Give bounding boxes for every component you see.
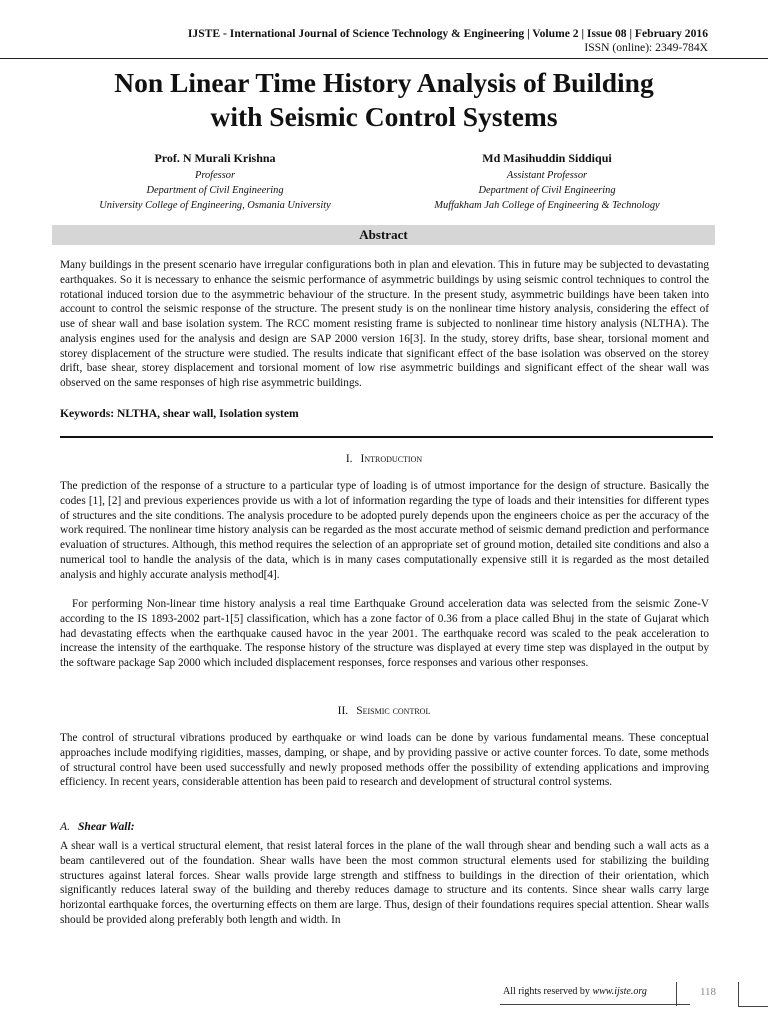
author-role: Professor bbox=[194, 170, 236, 181]
footer-site-link[interactable]: www.ijste.org bbox=[592, 986, 647, 997]
intro-paragraph-1: The prediction of the response of a structure to a particular type of loading is of utmost importance for the design of structure. Basically the codes [1], [2] and previous experiences provide us with a lot of information regarding the type of loads and their intensities for different types of structures and the site conditions. The analysis procedure to be adopted purely depends upon the engineers choice as per the accuracy of the work required. The nonlinear time history analysis can be regarded as the most accurate method of seismic demand prediction and performance evaluation of structures. Although, this method requires the selection of an appropriate set of ground motion, detailed site conditions and also a numerical tool to handle the analysis of the data, which is in many cases computationally expensive still it is regarded as the most detailed analysis and highly accurate analysis method[4]. bbox=[60, 480, 709, 581]
subsection-title: Shear Wall: bbox=[77, 820, 135, 833]
author-name: Md Masihuddin Siddiqui bbox=[482, 151, 612, 165]
author-role: Assistant Professor bbox=[506, 170, 588, 181]
keywords: Keywords: NLTHA, shear wall, Isolation system bbox=[60, 407, 299, 420]
journal-header: IJSTE - International Journal of Science Technology & Engineering | Volume 2 | Issue 08 | February 2016 bbox=[187, 27, 708, 40]
header-rule bbox=[0, 58, 768, 59]
author-block-2 bbox=[388, 151, 706, 213]
title-line-1: Non Linear Time History Analysis of Building bbox=[114, 67, 654, 98]
paper-title bbox=[40, 66, 728, 134]
subsection-letter: A. bbox=[60, 820, 70, 833]
author-department: Department of Civil Engineering bbox=[478, 185, 616, 196]
shear-wall-paragraph-1: A shear wall is a vertical structural element, that resist lateral forces in the plane of the wall through shear and bending such a wall acts as a beam cantilevered out of the foundation. Shear walls have been the most common structural elements used for stabilizing the building structures against lateral forces. Shear walls provide large strength and stiffness to buildings in the direction of their orientation, which significantly reduces lateral sway of the building and thereby reduces damage to structure and its contents. Since shear walls carry large horizontal earthquake forces, the overturning effects on them are large. Thus, design of their foundations requires special attention. Shear walls should be provided along preferably both length and width. In bbox=[60, 840, 709, 926]
footer-rule bbox=[500, 1004, 690, 1005]
section-heading-seismic-control bbox=[0, 705, 768, 717]
subsection-heading-shear-wall bbox=[60, 820, 135, 833]
footer-rights-text: All rights reserved by bbox=[503, 986, 590, 997]
author-block-1 bbox=[60, 151, 370, 213]
author-institution: Muffakham Jah College of Engineering & Technology bbox=[434, 200, 660, 211]
footer-corner-box bbox=[738, 982, 768, 1007]
abstract-divider bbox=[60, 436, 713, 438]
intro-paragraph-2: For performing Non-linear time history analysis a real time Earthquake Ground acceleration data was selected from the seismic Zone-V according to the IS 1893-2002 part-1[5] classification, which has a zone factor of 0.36 from a place called Bhuj in the state of Gujarat which had devastating effects when the earthquake caused havoc in the year 2001. The earthquake record was scaled to the peak acceleration to increase the intensity of the earthquake. The response history of the structure was displayed at every time step was displayed in the output by the software package Sap 2000 which included displacement responses, force responses and various other responses. bbox=[60, 598, 709, 669]
title-line-2: with Seismic Control Systems bbox=[210, 101, 558, 132]
footer-rights bbox=[503, 986, 647, 997]
footer-separator bbox=[676, 982, 677, 1006]
issn-header: ISSN (online): 2349-784X bbox=[584, 41, 708, 54]
abstract-text: Many buildings in the present scenario have irregular configurations both in plan and elevation. This in future may be subjected to devastating earthquakes. So it is necessary to enhance the seismic performance of asymmetric buildings by using seismic control techniques to control the rotational induced torsion due to the asymmetric behaviour of the structure. In the present study, asymmetric buildings have been taken into account to control the seismic response of the structure. The present study is on the nonlinear time history analysis, considering the effect of use of shear wall and base isolation system. The RCC moment resisting frame is subjected to nonlinear time history analysis (NLTHA). The analysis engines used for the analysis and design are SAP 2000 version 16[3]. In the study, storey drifts, base shear, torsional moment and storey displacement of the structure were studied. The results indicate that significant effect of the base isolation was observed on the storey drift, base shear, storey displacement and torsional moment of low rise asymmetric buildings and significant effect of the shear wall was observed on the same responses of high rise asymmetric buildings. bbox=[60, 259, 709, 389]
page-number: 118 bbox=[699, 986, 717, 998]
section-heading-introduction bbox=[0, 453, 768, 465]
section-title: Introduction bbox=[360, 453, 423, 465]
abstract-heading: Abstract bbox=[52, 225, 715, 245]
author-institution: University College of Engineering, Osmania University bbox=[99, 200, 331, 211]
section-number: I. bbox=[345, 453, 353, 465]
author-department: Department of Civil Engineering bbox=[146, 185, 284, 196]
section-title: Seismic control bbox=[356, 705, 431, 717]
section-number: II. bbox=[337, 705, 349, 717]
seismic-paragraph-1: The control of structural vibrations produced by earthquake or wind loads can be done by various fundamental means. These conceptual approaches include modifying rigidities, masses, damping, or shape, and by providing passive or active counter forces. To date, some methods of structural control have been used successfully and newly proposed methods offer the possibility of extending applications and improving efficiency. In recent years, considerable attention has been paid to research and development of structural control systems. bbox=[60, 732, 709, 789]
author-name: Prof. N Murali Krishna bbox=[154, 151, 276, 165]
